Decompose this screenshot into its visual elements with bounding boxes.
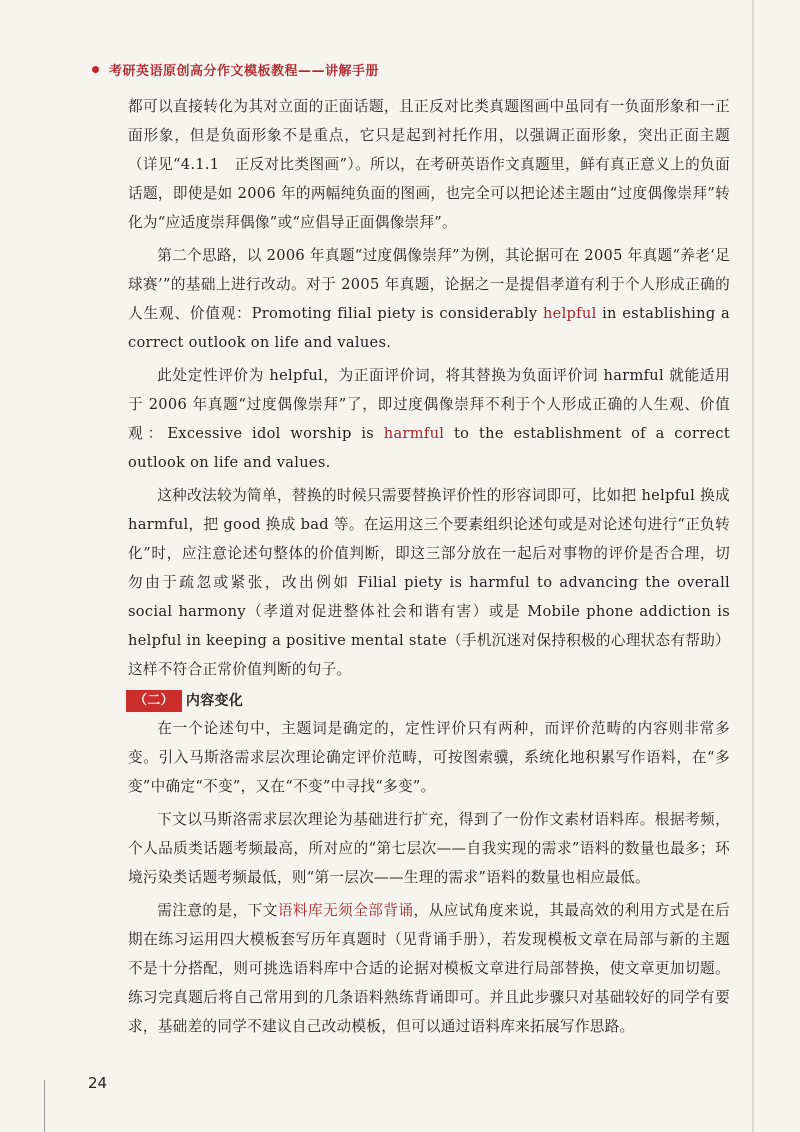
paragraph-1: 都可以直接转化为其对立面的正面话题，且正反对比类真题图画中虽同有一负面形象和一正面形象，但是负面形象不是重点，它只是起到衬托作用，以强调正面形象，突出正面主题（详见“4.1.1 正反对比类图画”）。所以，在考研英语作文真题里，鲜有真正意义上的负面话题，即使是如 2006 年的两幅纯负面的图画，也完全可以把论述主题由“过度偶像崇拜”转化为“应适度崇拜偶像”或“应倡导正面偶像崇拜”。 — [128, 98, 730, 231]
section-title: 内容变化 — [185, 693, 244, 709]
page-number: 24 — [88, 1074, 108, 1092]
page-binding-line — [44, 1080, 45, 1132]
paragraph-4: 这种改法较为简单，替换的时候只需要替换评价性的形容词即可，比如把 helpful 换成 harmful，把 good 换成 bad 等。在运用这三个要素组织论述句或是对论述句进行“正负转化”时，应注意论述句整体的价值判断，即这三部分放在一起后对事物的评价是否合理，切勿由于疏忽或紧张，改出例如 Filial piety is harmful to advancing the overall social harmony（孝道对促进整体社会和谐有害）或是 Mobile phone addiction is helpful in keeping a positive mental state（手机沉迷对保持积极的心理状态有帮助）这样不符合正常价值判断的句子。 — [128, 487, 730, 678]
paragraph-6: 下文以马斯洛需求层次理论为基础进行扩充，得到了一份作文素材语料库。根据考频，个人品质类话题考频最高，所对应的“第七层次——自我实现的需求”语料的数量也最多；环境污染类话题考频最低，则“第一层次——生理的需求”语料的数量也相应最低。 — [128, 811, 730, 886]
highlight-no-memorize: 语料库无须全部背诵 — [277, 902, 414, 919]
paragraph-2 — [128, 241, 730, 357]
paragraph-7-text-a: 需注意的是，下文 — [157, 902, 278, 919]
paragraph-5: 在一个论述句中，主题词是确定的，定性评价只有两种，而评价范畴的内容则非常多变。引入马斯洛需求层次理论确定评价范畴，可按图索骥，系统化地积累写作语料，在“多变”中确定“不变”，又在“不变”中寻找“多变”。 — [128, 720, 730, 795]
page-edge — [752, 0, 754, 1132]
bullet-dot-icon — [92, 66, 99, 73]
section-heading — [126, 690, 730, 712]
paragraph-3-text-a: 此处定性评价为 helpful，为正面评价词，将其替换为负面评价词 harmful 就能适用于 2006 年真题“过度偶像崇拜”了，即过度偶像崇拜不利于个人形成正确的人生观、价值观：Excessive idol worship is — [128, 367, 730, 442]
paragraph-3 — [128, 361, 730, 477]
paragraph-7 — [128, 896, 730, 1041]
page-body — [128, 92, 730, 1041]
paragraph-3-text-b: to the establishment of a correct outlook on life and values. — [128, 425, 730, 471]
running-header — [92, 60, 379, 79]
header-title: 考研英语原创高分作文模板教程——讲解手册 — [109, 64, 380, 79]
highlight-harmful: harmful — [383, 425, 445, 442]
paragraph-2-text-b: in establishing a correct outlook on life and values. — [128, 305, 730, 351]
paragraph-2-text-a: 第二个思路，以 2006 年真题“过度偶像崇拜”为例，其论据可在 2005 年真题“养老‘足球赛’”的基础上进行改动。对于 2005 年真题，论据之一是提倡孝道有利于个人形成正确的人生观、价值观：Promoting filial piety is considerably — [128, 247, 730, 322]
paragraph-7-text-b: ，从应试角度来说，其最高效的利用方式是在后期在练习运用四大模板套写历年真题时（见背诵手册），若发现模板文章在局部与新的主题不是十分搭配，则可挑选语料库中合适的论据对模板文章进行局部替换，使文章更加切题。练习完真题后将自己常用到的几条语料熟练背诵即可。并且此步骤只对基础较好的同学有要求，基础差的同学不建议自己改动模板，但可以通过语料库来拓展写作思路。 — [128, 902, 731, 1035]
highlight-helpful: helpful — [542, 305, 597, 322]
section-number-badge: （二） — [126, 690, 182, 712]
